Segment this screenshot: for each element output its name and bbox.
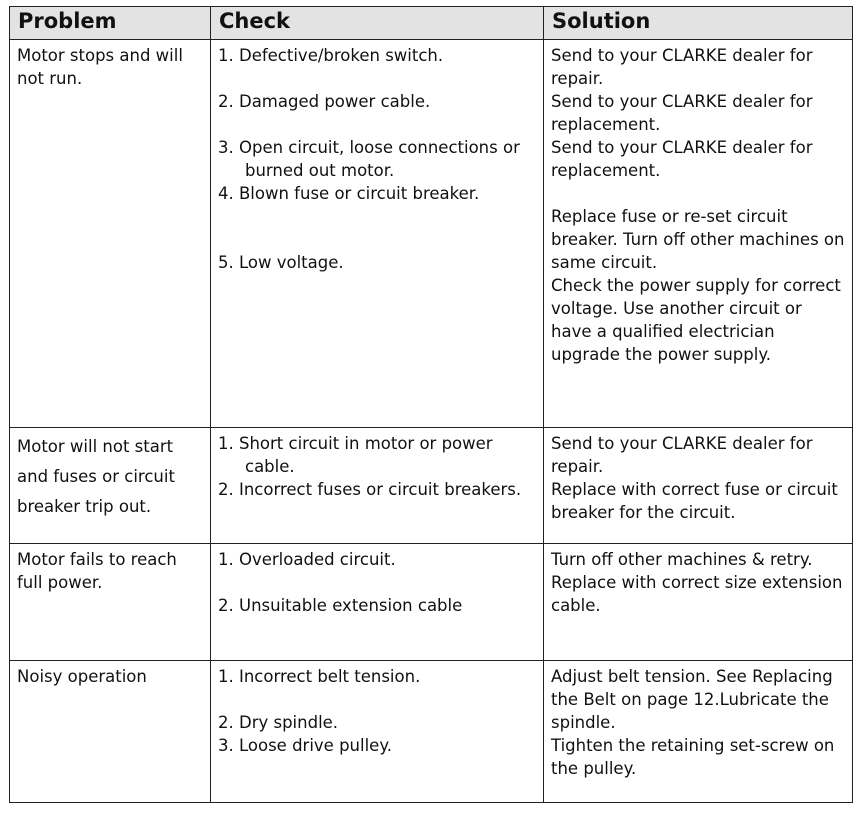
problem-text: Motor will not start and fuses or circuit breaker trip out. xyxy=(17,437,175,516)
check-item: 5. Low voltage. xyxy=(218,253,344,272)
solution-cell xyxy=(544,544,853,661)
header-check: Check xyxy=(211,7,544,40)
troubleshooting-table-wrapper xyxy=(9,6,853,803)
check-item: 2. Incorrect fuses or circuit breakers. xyxy=(218,480,522,499)
check-item: 4. Blown fuse or circuit breaker. xyxy=(218,184,480,203)
solution-item: Send to your CLARKE dealer for replacement. xyxy=(551,138,813,180)
check-cell xyxy=(211,544,544,661)
check-cell xyxy=(211,428,544,544)
check-cell xyxy=(211,661,544,803)
check-item: 2. Unsuitable extension cable xyxy=(218,596,463,615)
check-item: 3. Loose drive pulley. xyxy=(218,736,392,755)
header-problem: Problem xyxy=(10,7,211,40)
solution-item: Replace with correct fuse or circuit breaker for the circuit. xyxy=(551,480,838,522)
solution-cell xyxy=(544,661,853,803)
problem-cell xyxy=(10,544,211,661)
table-row xyxy=(10,428,853,544)
solution-item: Replace fuse or re-set circuit breaker. Turn off other machines on same circuit. xyxy=(551,207,845,272)
problem-text: Motor fails to reach full power. xyxy=(17,550,177,592)
solution-item: Replace with correct size extension cable. xyxy=(551,573,843,615)
problem-cell xyxy=(10,40,211,428)
solution-item: Turn off other machines & retry. xyxy=(551,550,813,569)
problem-text: Motor stops and will not run. xyxy=(17,46,183,88)
check-item: 1. Incorrect belt tension. xyxy=(218,667,421,686)
check-item: 2. Damaged power cable. xyxy=(218,92,431,111)
header-solution: Solution xyxy=(544,7,853,40)
check-item: 2. Dry spindle. xyxy=(218,713,339,732)
check-item: 1. Defective/broken switch. xyxy=(218,46,444,65)
table-row xyxy=(10,661,853,803)
solution-item: Send to your CLARKE dealer for repair. xyxy=(551,434,813,476)
header-row xyxy=(10,7,853,40)
solution-item: Adjust belt tension. See Replacing the Belt on page 12.Lubricate the spindle. xyxy=(551,667,833,732)
table-row xyxy=(10,544,853,661)
solution-cell xyxy=(544,40,853,428)
solution-item: Tighten the retaining set-screw on the pulley. xyxy=(551,736,835,778)
solution-cell xyxy=(544,428,853,544)
problem-text: Noisy operation xyxy=(17,667,147,686)
check-item: 1. Short circuit in motor or power cable. xyxy=(218,434,493,476)
problem-cell xyxy=(10,428,211,544)
check-item: 1. Overloaded circuit. xyxy=(218,550,396,569)
solution-item: Send to your CLARKE dealer for repair. xyxy=(551,46,813,88)
solution-item: Check the power supply for correct voltage. Use another circuit or have a qualified electrician upgrade the power supply. xyxy=(551,276,841,364)
table-row xyxy=(10,40,853,428)
check-item: 3. Open circuit, loose connections or burned out motor. xyxy=(218,138,520,180)
check-cell xyxy=(211,40,544,428)
troubleshooting-table xyxy=(9,6,853,803)
solution-item: Send to your CLARKE dealer for replacement. xyxy=(551,92,813,134)
problem-cell xyxy=(10,661,211,803)
